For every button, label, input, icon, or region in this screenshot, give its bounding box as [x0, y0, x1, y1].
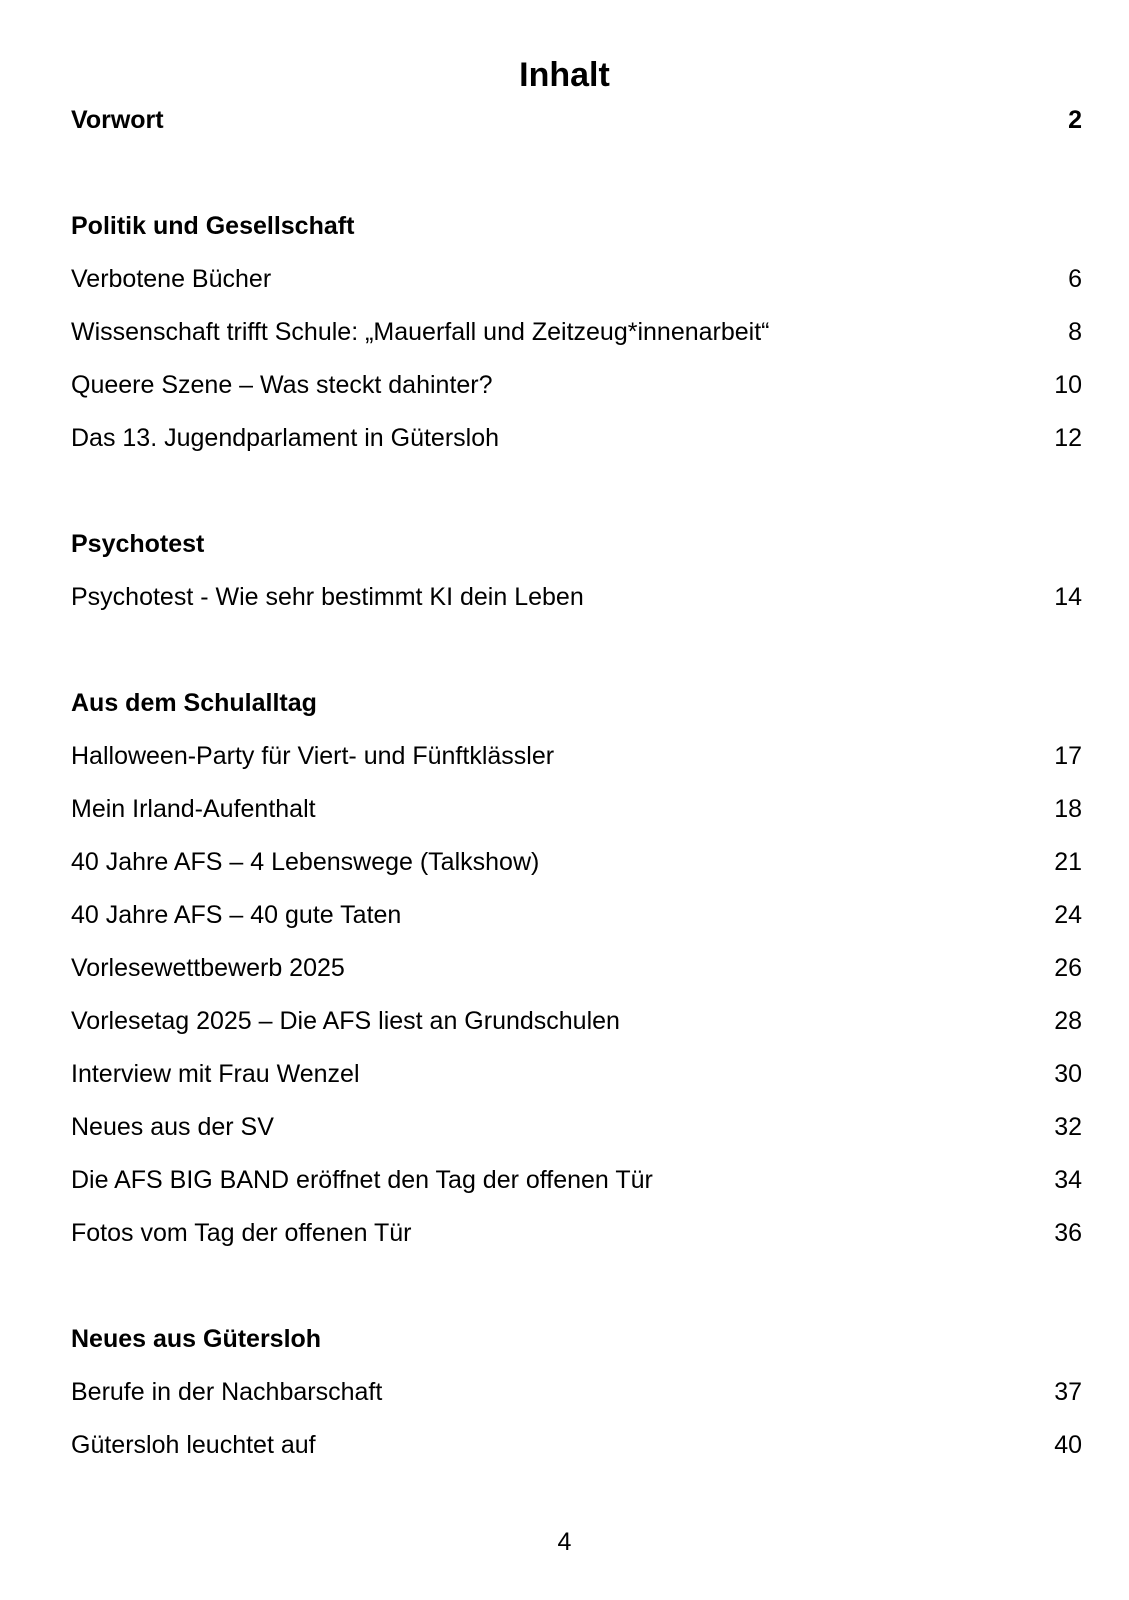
toc-entry — [71, 1162, 1082, 1198]
toc-entry — [71, 1056, 1082, 1092]
toc-entry — [71, 1109, 1082, 1145]
toc-entry-page: 14 — [1054, 582, 1082, 611]
toc-entry-label: Fotos vom Tag der offenen Tür — [71, 1218, 412, 1247]
toc-entry-page: 2 — [1068, 105, 1082, 134]
toc-entry-page: 32 — [1054, 1112, 1082, 1141]
toc-entry-label: Wissenschaft trifft Schule: „Mauerfall und Zeitzeug*innenarbeit“ — [71, 317, 770, 346]
toc-entry-page: 34 — [1054, 1165, 1082, 1194]
toc-entry — [71, 579, 1082, 615]
toc-entry-label: Verbotene Bücher — [71, 264, 272, 293]
toc-entry — [71, 1215, 1082, 1251]
toc-entry-page: 30 — [1054, 1059, 1082, 1088]
section-heading-schulalltag: Aus dem Schulalltag — [71, 689, 317, 717]
toc-entry — [71, 314, 1082, 350]
toc-entry-label: Queere Szene – Was steckt dahinter? — [71, 370, 493, 399]
toc-entry-label: Halloween-Party für Viert- und Fünftklässler — [71, 741, 555, 770]
toc-entry-page: 24 — [1054, 900, 1082, 929]
toc-entry-label: Neues aus der SV — [71, 1112, 274, 1141]
toc-entry-label: 40 Jahre AFS – 4 Lebenswege (Talkshow) — [71, 847, 540, 876]
section-heading-guetersloh: Neues aus Gütersloh — [71, 1325, 322, 1353]
toc-entry — [71, 738, 1082, 774]
toc-entry-page: 26 — [1054, 953, 1082, 982]
toc-entry-page: 36 — [1054, 1218, 1082, 1247]
toc-entry-page: 17 — [1054, 741, 1082, 770]
toc-entry-page: 12 — [1054, 423, 1082, 452]
toc-entry-page: 8 — [1068, 317, 1082, 346]
toc-entry — [71, 1374, 1082, 1410]
toc-entry-label: Mein Irland-Aufenthalt — [71, 794, 316, 823]
toc-entry — [71, 420, 1082, 456]
toc-entry-label: Die AFS BIG BAND eröffnet den Tag der offenen Tür — [71, 1165, 653, 1194]
toc-entry-label: Vorlesetag 2025 – Die AFS liest an Grundschulen — [71, 1006, 620, 1035]
toc-entry — [71, 1427, 1082, 1463]
toc-entry-page: 10 — [1054, 370, 1082, 399]
toc-entry — [71, 791, 1082, 827]
toc-entry-label: Das 13. Jugendparlament in Gütersloh — [71, 423, 500, 452]
toc-entry-page: 6 — [1068, 264, 1082, 293]
toc-entry-page: 37 — [1054, 1377, 1082, 1406]
toc-entry — [71, 897, 1082, 933]
toc-entry-label: Berufe in der Nachbarschaft — [71, 1377, 383, 1406]
toc-entry — [71, 367, 1082, 403]
toc-entry — [71, 1003, 1082, 1039]
toc-entry-preface — [71, 102, 1082, 138]
toc-entry — [71, 950, 1082, 986]
toc-entry-label: Vorlesewettbewerb 2025 — [71, 953, 345, 982]
toc-entry-label: Interview mit Frau Wenzel — [71, 1059, 360, 1088]
toc-entry-label: Vorwort — [71, 105, 164, 134]
toc-entry-label: Psychotest - Wie sehr bestimmt KI dein Leben — [71, 582, 584, 611]
toc-entry-page: 40 — [1054, 1430, 1082, 1459]
section-heading-politik: Politik und Gesellschaft — [71, 212, 355, 240]
toc-entry-page: 18 — [1054, 794, 1082, 823]
page-number: 4 — [557, 1528, 572, 1556]
toc-entry-page: 21 — [1054, 847, 1082, 876]
toc-entry-label: 40 Jahre AFS – 40 gute Taten — [71, 900, 402, 929]
section-heading-psychotest: Psychotest — [71, 530, 205, 558]
toc-entry-label: Gütersloh leuchtet auf — [71, 1430, 316, 1459]
toc-entry — [71, 844, 1082, 880]
page-title: Inhalt — [519, 56, 610, 94]
toc-entry — [71, 261, 1082, 297]
toc-entry-page: 28 — [1054, 1006, 1082, 1035]
